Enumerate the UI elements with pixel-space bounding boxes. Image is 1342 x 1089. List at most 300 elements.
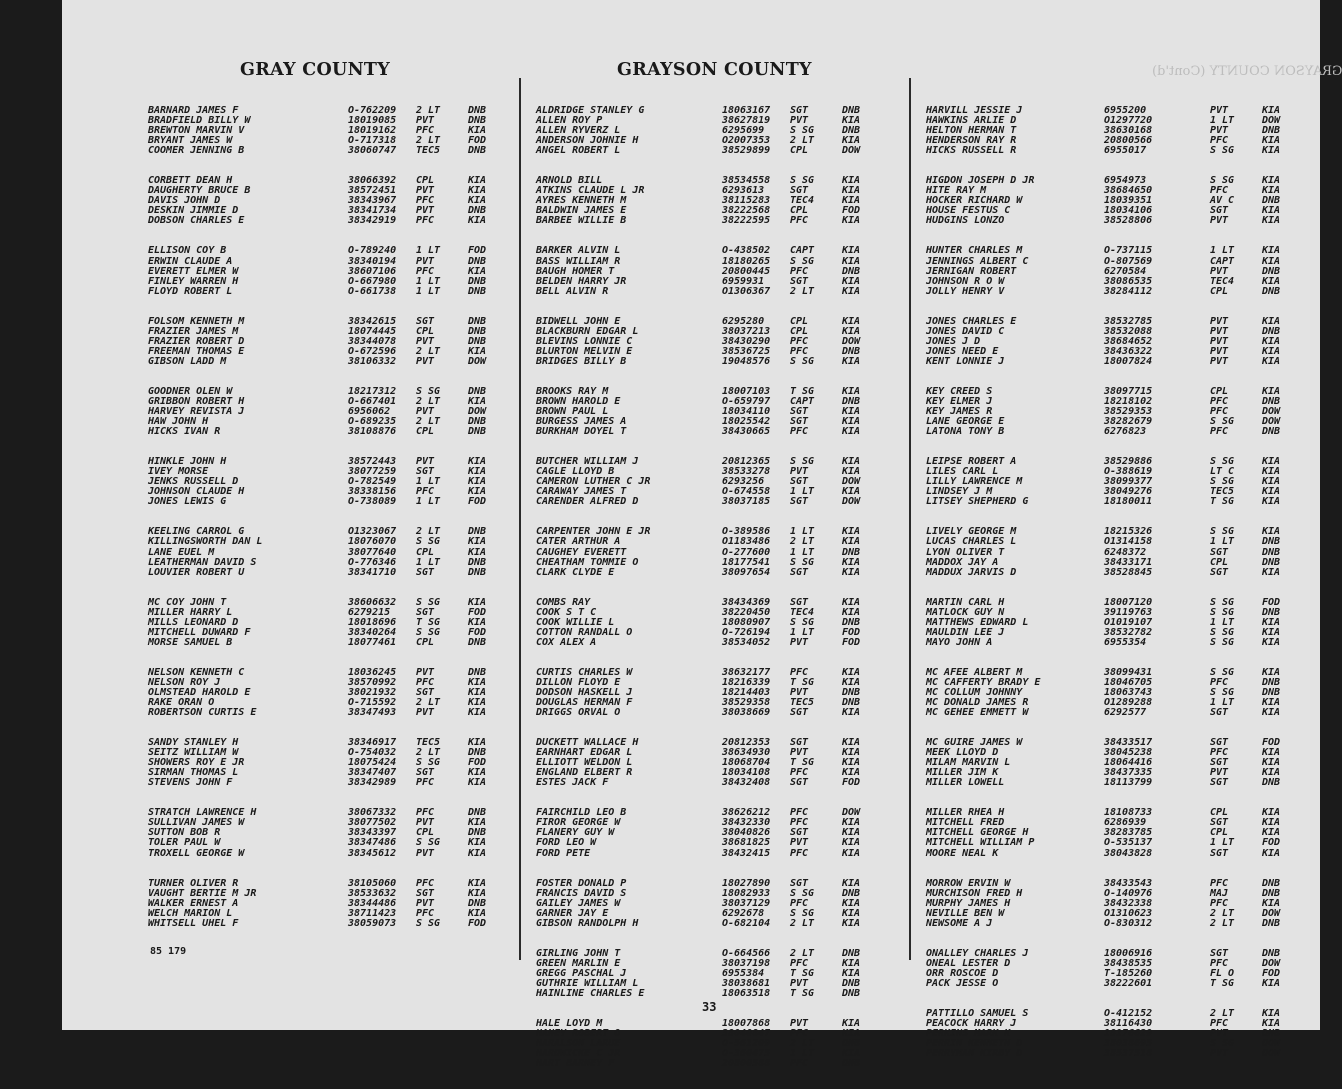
rank: SGT [1210,566,1229,578]
service-number: 6955200 [1104,105,1147,116]
service-number: 38097715 [1104,385,1153,397]
casualty-name: ALLEN ROY P [536,115,603,127]
rank: SGT [1210,737,1229,749]
rank: SGT [1210,817,1229,829]
casualty-name: DAVIS JOHN D [148,195,221,207]
service-number: O-388619 [1104,466,1153,478]
rank: 2 LT [416,526,441,538]
casualty-name: HINKLE JOHN H [148,456,227,468]
casualty-name: KILLINGSWORTH DAN L [148,536,263,548]
rank: PVT [1210,355,1229,367]
casualty-name: CURTIS CHARLES W [536,666,633,678]
service-number: 38528845 [1104,566,1153,578]
casualty-name: HARALSON LARUE [536,1038,621,1050]
casualty-name: COOMER JENNING B [148,145,245,157]
service-number: 38572451 [348,185,397,197]
casualty-name: ARNOLD BILL [536,175,603,187]
rank: 1 LT [790,626,815,638]
status: DNB [842,616,861,628]
service-number: 18180011 [1104,496,1153,508]
document-page [62,0,1342,1070]
rank: PFC [790,767,809,779]
casualty-name: ONALLEY CHARLES J [926,947,1029,959]
status: DNB [842,947,861,959]
status: FOD [1262,596,1281,608]
column-divider-right [909,78,911,960]
casualty-name: FRANCIS DAVID S [536,887,627,899]
service-number: 38537518 [1104,1048,1153,1060]
rank: SGT [416,606,435,618]
status: FOD [468,496,487,508]
casualty-name: DUCKETT WALLACE H [536,737,639,749]
rank: PFC [1210,747,1229,759]
service-number: 18036245 [348,666,397,678]
rank: 2 LT [790,285,815,297]
status: KIA [468,847,487,859]
service-number: O-738089 [348,496,397,508]
status: KIA [1262,827,1281,839]
casualty-name: JONES CHARLES E [926,315,1017,327]
rank: PVT [790,977,809,989]
casualty-name: BARNARD JAMES F [148,105,239,116]
status: KIA [468,395,487,407]
service-number: 38432338 [1104,897,1153,909]
service-number: 38684652 [1104,335,1153,347]
rank: 2 LT [1210,917,1235,929]
rank: PFC [790,817,809,829]
casualty-name: BARKER ALVIN L [536,245,621,257]
service-number: 38045238 [1104,747,1153,759]
service-number: O-715592 [348,697,397,709]
status: KIA [842,325,861,337]
status: KIA [1262,185,1281,197]
status: DNB [842,1038,861,1050]
rank: 2 LT [1210,1008,1235,1019]
status: DNB [842,686,861,698]
rank: PVT [790,837,809,849]
casualty-name: HARVILL JESSIE J [926,105,1023,116]
casualty-name: HICKS IVAN R [148,426,221,438]
status: DOW [1262,1048,1281,1060]
casualty-name: ALLEN RYVERZ L [536,125,621,137]
service-number: O-737115 [1104,245,1153,257]
casualty-name: BROWN HAROLD E [536,395,621,407]
rank: T SG [416,616,441,628]
service-number: O1289288 [1104,697,1153,709]
service-number: 18074445 [348,325,397,337]
status: FOD [468,626,487,638]
casualty-name: ELLISON COY B [148,245,227,257]
service-number: O1314158 [1104,536,1153,548]
service-number: O-782549 [348,476,397,488]
service-number: 38116430 [1104,1018,1153,1030]
rank: CPL [416,546,435,558]
service-number: 20812365 [722,456,771,468]
service-number: 38043828 [1104,847,1153,859]
service-number: 38430665 [722,426,771,438]
service-number: 38432408 [722,777,771,789]
status: DNB [468,526,487,538]
page-number: 33 [702,1000,717,1014]
service-number: 20812353 [722,737,771,749]
rank: 2 LT [790,1038,815,1050]
rank: SGT [1210,947,1229,959]
rank: TEC5 [416,145,441,157]
service-number: 38037185 [722,496,771,508]
rank: PVT [790,686,809,698]
service-number: 38430290 [722,335,771,347]
status: DNB [1262,325,1281,337]
status: KIA [1262,977,1281,989]
service-number: 6293256 [722,476,765,488]
status: KIA [1262,707,1281,719]
service-number: O-689235 [348,416,397,428]
rank: PFC [416,807,435,819]
casualty-name: MAYO JOHN A [926,636,993,648]
casualty-name: LATONA TONY B [926,426,1005,438]
rank: S SG [1210,526,1235,538]
casualty-name: GIBSON LADD M [148,355,227,367]
status: DNB [842,988,861,999]
rank: S SG [790,556,815,568]
rank: S SG [1210,686,1235,698]
casualty-name: HENDERSON RAY R [926,135,1017,147]
service-number: 18034108 [722,767,771,779]
rank: PFC [416,125,435,137]
casualty-name: JENKS RUSSELL D [148,476,239,488]
casualty-name: FRAZIER ROBERT D [148,335,245,347]
status: FOD [468,606,487,618]
status: DNB [1262,536,1281,548]
casualty-name: BAUGH HOMER T [536,265,615,277]
rank: PFC [1210,185,1229,197]
casualty-name: BIDWELL JOHN E [536,315,621,327]
rank: PVT [1210,315,1229,327]
rank: T SG [790,757,815,769]
casualty-name: LEIPSE ROBERT A [926,456,1017,468]
rank: 1 LT [416,285,441,297]
service-number: 6276823 [1104,426,1147,438]
service-number: 18108733 [1104,807,1153,819]
service-number: 18082933 [722,887,771,899]
service-number: 18113799 [1104,777,1153,789]
service-number: O-776346 [348,556,397,568]
status: DNB [468,807,487,819]
casualty-name: KENT LONNIE J [926,355,1005,367]
status: KIA [468,596,487,608]
status: DNB [842,546,861,558]
service-number: O1183486 [722,536,771,548]
status: KIA [468,476,487,488]
casualty-name: LANE EUEL M [148,546,215,558]
status: KIA [468,345,487,357]
rank: 1 LT [416,275,441,287]
casualty-name: CARPENTER JOHN E JR [536,526,651,538]
service-number: 38038695 [1104,1038,1153,1050]
casualty-name: PERKINS MARK K [926,1028,1011,1040]
rank: CPL [1210,285,1229,297]
casualty-name: FOLSOM KENNETH M [148,315,245,327]
rank: S SG [790,616,815,628]
status: KIA [842,967,861,979]
rank: S SG [416,757,441,769]
service-number: 38634930 [722,747,771,759]
status: DOW [1262,406,1281,418]
casualty-name: MARTIN CARL H [926,596,1005,608]
status: KIA [842,466,861,478]
service-number: 38049276 [1104,486,1153,498]
service-number: 38341734 [348,205,397,217]
status: KIA [842,596,861,608]
service-number: 38282679 [1104,416,1153,428]
casualty-name: GUTHRIE WILLIAM L [536,977,639,989]
status: KIA [842,877,861,889]
service-number: 18027890 [722,877,771,889]
service-number: 38632177 [722,666,771,678]
service-number: 18218102 [1104,395,1153,407]
casualty-name: GOODNER OLEN W [148,385,233,397]
casualty-name: DAUGHERTY BRUCE B [148,185,251,197]
casualty-name: LIVELY GEORGE M [926,526,1017,538]
rank: SGT [790,185,809,197]
status: KIA [468,887,487,899]
status: KIA [842,215,861,227]
status: FOD [842,205,861,217]
rank: PFC [1210,406,1229,418]
status: KIA [842,275,861,287]
status: KIA [842,426,861,438]
casualty-name: BELDEN HARRY JR [536,275,627,287]
casualty-name: MILLS LEONARD D [148,616,239,628]
rank: 1 LT [416,245,441,257]
rank: PVT [416,456,435,468]
status: KIA [842,767,861,779]
rank: PVT [790,1018,809,1030]
rank: PVT [416,406,435,418]
rank: TEC5 [1210,486,1235,498]
service-number: 38532088 [1104,325,1153,337]
status: DOW [842,476,861,488]
rank: CPL [1210,827,1229,839]
rank: 2 LT [416,105,441,116]
rank: 1 LT [416,496,441,508]
service-number: 18176629 [1104,1028,1153,1040]
service-number: 38436322 [1104,345,1153,357]
casualty-name: SIRMAN THOMAS L [148,767,239,779]
status: DOW [842,145,861,157]
rank: T SG [790,967,815,979]
rank: PVT [1210,345,1229,357]
status: KIA [1262,807,1281,819]
gray-county-heading: GRAY COUNTY [240,60,391,80]
rank: 2 LT [790,536,815,548]
rank: PVT [790,747,809,759]
casualty-name: DILLON FLOYD E [536,676,621,688]
service-number: 38536725 [722,345,771,357]
rank: PVT [416,185,435,197]
status: KIA [842,737,861,749]
rank: T SG [1210,977,1235,989]
casualty-name: GARNER JAY E [536,907,609,919]
casualty-name: JONES NEED E [926,345,999,357]
casualty-name: ENGLAND ELBERT R [536,767,633,779]
casualty-name: MURPHY JAMES H [926,897,1011,909]
casualty-name: HICKS RUSSELL R [926,145,1017,157]
rank: S SG [416,385,441,397]
casualty-name: MEEK LLOYD D [926,747,999,759]
rank: PVT [790,466,809,478]
casualty-name: TURNER OLIVER R [148,877,239,889]
rank: PVT [416,115,435,127]
service-number: 18007824 [1104,355,1153,367]
casualty-name: EVERETT ELMER W [148,265,239,277]
status: DNB [468,556,487,568]
service-number: 38342919 [348,215,397,227]
status: KIA [1262,636,1281,648]
status: DOW [842,807,861,819]
service-number: 38106332 [348,355,397,367]
service-number: 18068704 [722,757,771,769]
rank: 2 LT [1210,907,1235,919]
status: DNB [842,697,861,709]
casualty-name: HOCKER RICHARD W [926,195,1023,207]
service-number: 38607106 [348,265,397,277]
service-number: 38021932 [348,686,397,698]
rank: PFC [790,265,809,277]
rank: 2 LT [416,135,441,147]
service-number: T-185260 [1104,967,1153,979]
status: KIA [1262,205,1281,217]
status: KIA [468,837,487,849]
status: DNB [468,275,487,287]
rank: FL O [1210,967,1235,979]
status: KIA [468,777,487,789]
casualty-name: NEWSOME A J [926,917,993,929]
casualty-name: LILES CARL L [926,466,999,478]
casualty-name: BROWN PAUL L [536,406,609,418]
service-number: 38284112 [1104,285,1153,297]
service-number: O1323067 [348,526,397,538]
status: DNB [842,345,861,357]
casualty-name: MILLER HARRY L [148,606,233,618]
rank: PFC [416,676,435,688]
status: DNB [468,666,487,678]
service-number: O1019107 [1104,616,1153,628]
rank: SGT [416,887,435,899]
rank: SGT [790,566,809,578]
casualty-name: MITCHELL GEORGE H [926,827,1029,839]
rank: 1 LT [1210,837,1235,849]
service-number: 38077502 [348,817,397,829]
rank: S SG [416,596,441,608]
status: KIA [468,456,487,468]
rank: SGT [790,737,809,749]
casualty-name: GIRLING JOHN T [536,947,621,959]
casualty-name: HOUSE FESTUS C [926,205,1011,217]
casualty-name: JENNINGS ALBERT C [926,255,1029,267]
status: KIA [842,817,861,829]
status: KIA [842,456,861,468]
status: FOD [1262,967,1281,979]
service-number: 18180265 [722,255,771,267]
status: KIA [842,1048,861,1060]
rank: SGT [416,767,435,779]
status: KIA [468,697,487,709]
status: KIA [1262,385,1281,397]
service-number: 6956062 [348,406,391,418]
status: DNB [1262,947,1281,959]
service-number: 18034106 [1104,205,1153,217]
casualty-name: IVEY MORSE [148,466,209,478]
status: KIA [842,536,861,548]
status: KIA [1262,486,1281,498]
rank: 1 LT [790,486,815,498]
service-number: 38340194 [348,255,397,267]
status: KIA [1262,275,1281,287]
status: KIA [1262,355,1281,367]
rank: PFC [1210,135,1229,147]
status: KIA [1262,767,1281,779]
rank: PVT [416,897,435,909]
service-number: 38438535 [1104,957,1153,969]
service-number: 38627819 [722,115,771,127]
service-number: O-561209 [722,1038,771,1050]
rank: SGT [790,476,809,488]
casualty-name: COX ALEX A [536,636,597,648]
rank: SGT [1210,777,1229,789]
rank: PFC [790,897,809,909]
rank: PFC [790,957,809,969]
service-number: 38115283 [722,195,771,207]
service-number: 38711423 [348,907,397,919]
rank: SGT [790,827,809,839]
rank: CPL [416,636,435,648]
status: KIA [468,265,487,277]
rank: 1 LT [790,1048,815,1060]
status: DOW [1262,957,1281,969]
rank: SGT [416,686,435,698]
rank: SGT [790,707,809,719]
service-number: O-667980 [348,275,397,287]
status: KIA [842,1028,861,1040]
service-number: O1306367 [722,285,771,297]
rank: S SG [416,917,441,929]
service-number: 18063167 [722,105,771,116]
rank: PVT [416,255,435,267]
casualty-name: MC COY JOHN T [148,596,227,608]
casualty-name: ATKINS CLAUDE L JR [536,185,645,197]
casualty-name: KEELING CARROL G [148,526,245,538]
status: KIA [1262,1018,1281,1030]
rank: T SG [790,385,815,397]
casualty-name: HART BARNEY F [536,1058,615,1070]
service-number: 38606632 [348,596,397,608]
status: KIA [842,385,861,397]
casualty-name: JOLLY HENRY V [926,285,1005,297]
service-number: 38222595 [722,215,771,227]
service-number: 38347493 [348,707,397,719]
rank: PVT [1210,265,1229,277]
status: FOD [1262,837,1281,849]
status: DNB [468,205,487,217]
casualty-name: COOK WILLIE L [536,616,615,628]
status: KIA [842,255,861,267]
status: FOD [1262,737,1281,749]
casualty-name: ONEAL LESTER D [926,957,1011,969]
service-number: 38342615 [348,315,397,327]
status: KIA [468,195,487,207]
rank: S SG [790,907,815,919]
